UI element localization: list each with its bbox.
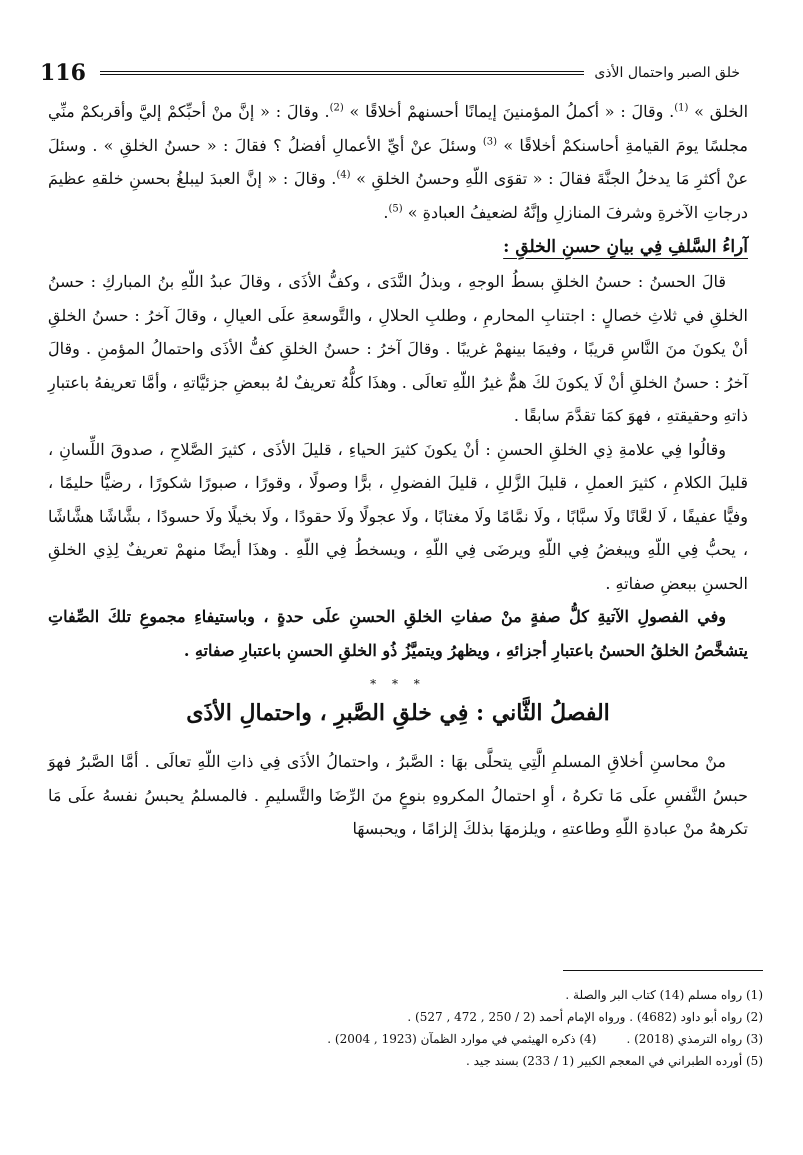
text-run: . وقالَ : « إنَّ منْ أحبِّكمْ إليَّ وأقربكمْ منِّي مجلسًا يومَ القيامةِ أحاسنكمْ أخلاقًا » (48, 102, 749, 155)
patience-paragraph: منْ محاسنِ أخلاقِ المسلمِ الَّتِي يتحلَّى بهَا : الصَّبرُ ، واحتمالُ الأذَى فِي ذاتِ اللّهِ تعالَى . أمَّا الصَّبرُ فهوَ حبسُ النَّفسِ علَى مَا تكرهُ ، أوِ احتمالُ المكروهِ بنوعٍ منَ الرِّضَا والتَّسليمِ . فالمسلمُ يحبسُ نفسهُ علَى مَا تكرههُ منْ عبادةِ اللّهِ وطاعتهِ ، ويلزمهَا بذلكَ إلزامًا ، ويحبسهَا (48, 752, 748, 838)
footnote: (2) رواه أبو داود (4682) . ورواه الإمام أحمد (2 / 250 , 472 , 527) . (407, 1010, 763, 1024)
footnotes (48, 984, 763, 1072)
footnote: (4) ذكره الهيثمي في موارد الظمآن (1923 , 2004) . (327, 1032, 597, 1046)
running-header (40, 58, 740, 88)
summary-paragraph: وفي الفصولِ الآتيةِ كلُّ صفةٍ منْ صفاتِ الخلقِ الحسنِ علَى حدةٍ ، وباستيفاءِ مجموعِ تلكَ الصِّفاتِ يتشخَّصُ الخلقُ الحسنُ باعتبارِ أجزائهِ ، ويظهرُ ويتميَّزُ ذُو الخلقِ الحسنِ باعتبارِ صفاتهِ . (48, 607, 748, 660)
page-body (48, 95, 748, 846)
footnote: (1) رواه مسلم (14) كتاب البر والصلة . (565, 988, 763, 1002)
text-run: وسئلَ عنْ أيِّ الأعمالِ أفضلُ ؟ فقالَ : « حسنُ الخلقِ » . وسئلَ عنْ أكثرِ مَا يدخلُ الجنَّةَ فقالَ : « تقوَى اللّهِ وحسنُ الخلقِ » (48, 135, 748, 188)
page-number: 116 (40, 60, 86, 86)
text-run: . (383, 202, 389, 222)
footnote-rule (563, 970, 763, 971)
footnote-ref: (2) (329, 102, 344, 114)
running-title: خلق الصبر واحتمال الأذى (594, 65, 740, 81)
footnote-ref: (5) (388, 203, 403, 215)
footnote: (5) أورده الطبراني في المعجم الكبير (1 / 233) بسند جيد . (465, 1054, 763, 1068)
footnote-row (48, 1028, 763, 1050)
footnote-ref: (1) (674, 102, 689, 114)
header-rule (100, 71, 584, 75)
text-run: . وقالَ : « أكملُ المؤمنينَ إيمانًا أحسنهمْ أخلاقًا » (343, 102, 675, 121)
signs-paragraph: وقالُوا فِي علامةِ ذِي الخلقِ الحسنِ : أنْ يكونَ كثيرَ الحياءِ ، قليلَ الأذَى ، كثيرَ الصَّلاحِ ، صدوقَ اللِّسانِ ، قليلَ الكلامِ ، كثيرَ العملِ ، قليلَ الزَّللِ ، قليلَ الفضولِ ، برًّا وصولًا ، وقورًا ، صبورًا شكورًا ، رضيًّا حليمًا ، وفيًّا عفيفًا ، لَا لعَّانًا ولَا سبَّابًا ، ولَا نمَّامًا ولَا مغتابًا ، ولَا عجولًا ولَا حقودًا ، ولَا بخيلًا ولَا حسودًا ، بشَّاشًا هشَّاشًا ، يحبُّ فِي اللّهِ ويبغضُ فِي اللّهِ ويرضَى فِي اللّهِ ، ويسخطُ فِي اللّهِ . وهذَا أيضًا منهمْ تعريفٌ لِذِي الخلقِ الحسنِ ببعضِ صفاتهِ . (48, 439, 748, 593)
salaf-views-paragraph: قالَ الحسنُ : حسنُ الخلقِ بسطُ الوجهِ ، وبذلُ النَّدَى ، وكفُّ الأذَى ، وقالَ عبدُ اللّهِ بنُ المباركِ : حسنُ الخلقِ في ثلاثِ خصالٍ : اجتنابِ المحارمِ ، وطلبِ الحلالِ ، والتَّوسعةِ علَى العيالِ ، وقالَ آخرُ : حسنُ الخلقِ أنْ يكونَ منَ النَّاسِ قريبًا ، وفيمَا بينهمْ غريبًا . وقالَ آخرُ : حسنُ الخلقِ كفُّ الأذَى واحتمالُ المؤمنِ . وقالَ آخرُ : حسنُ الخلقِ أنْ لَا يكونَ لكَ همٌّ غيرُ اللّهِ تعالَى . وهذَا كلُّهُ تعريفٌ لهُ ببعضِ جزئيَّاتهِ ، وأمَّا تعريفهُ باعتبارِ ذاتهِ وحقيقتهِ ، فهوَ كمَا تقدَّمَ سابقًا . (48, 272, 748, 425)
section-separator: * * * (370, 677, 426, 691)
footnote-ref: (3) (482, 136, 498, 148)
footnote: (3) رواه الترمذي (2018) . (626, 1032, 763, 1046)
chapter-heading: الفصلُ الثَّاني : فِي خلقِ الصَّبرِ ، واحتمالِ الأذَى (186, 700, 610, 726)
footnote-ref: (4) (336, 169, 351, 181)
section-heading: آراءُ السَّلفِ فِي بيانِ حسنِ الخلقِ : (503, 237, 748, 257)
text-run: الخلق » (688, 102, 749, 121)
hadith-paragraph (48, 95, 748, 229)
text-run: . وقالَ : « إنَّ العبدَ ليبلغُ بحسنِ خلقهِ عظيمَ درجاتِ الآخرةِ وشرفَ المنازلِ وإنَّهُ لضعيفُ العبادةِ » (48, 169, 748, 222)
